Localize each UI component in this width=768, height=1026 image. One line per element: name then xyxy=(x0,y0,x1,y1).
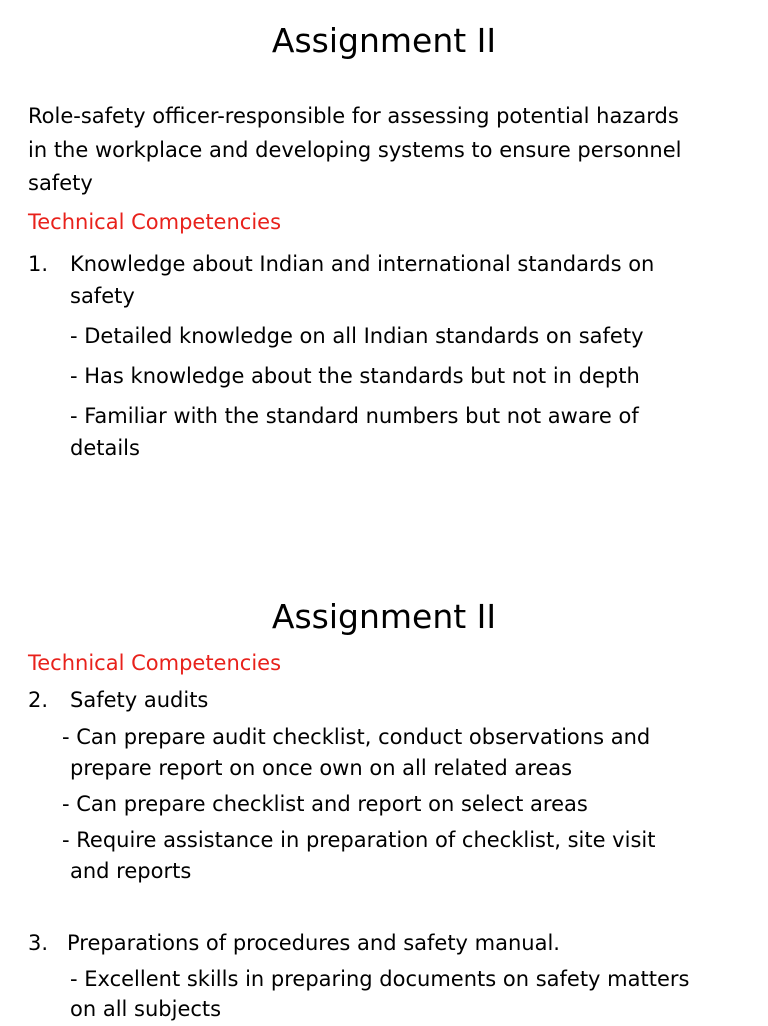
sub-item-line: - Excellent skills in preparing documents on safety matters xyxy=(70,967,690,991)
sub-item-line: and reports xyxy=(70,859,192,883)
role-line-2: in the workplace and developing systems to ensure personnel xyxy=(28,138,682,162)
item-number: 2. xyxy=(28,688,49,712)
slide-title: Assignment II xyxy=(271,597,497,636)
item-number: 3. xyxy=(28,931,49,955)
slide-2 xyxy=(0,572,768,1024)
sub-item-line: - Familiar with the standard numbers but not aware of xyxy=(70,404,639,428)
sub-item-line: prepare report on once own on all related areas xyxy=(70,756,573,780)
item-line: Safety audits xyxy=(70,688,209,712)
section-heading: Technical Competencies xyxy=(28,210,282,234)
sub-item-line: - Can prepare audit checklist, conduct observations and xyxy=(62,725,651,749)
sub-item-line: details xyxy=(70,436,140,460)
role-line-3: safety xyxy=(28,171,93,195)
item-line: Preparations of procedures and safety manual. xyxy=(67,931,560,955)
sub-item-line: - Require assistance in preparation of checklist, site visit xyxy=(62,828,656,852)
item-number: 1. xyxy=(28,252,49,276)
section-heading: Technical Competencies xyxy=(28,651,282,675)
sub-item-line: - Detailed knowledge on all Indian standards on safety xyxy=(70,324,644,348)
role-line-1: Role-safety officer-responsible for assessing potential hazards xyxy=(28,104,679,128)
sub-item-line: - Has knowledge about the standards but not in depth xyxy=(70,364,640,388)
slide-title: Assignment II xyxy=(271,21,497,60)
sub-item-line: on all subjects xyxy=(70,997,222,1021)
item-line: safety xyxy=(70,284,135,308)
item-line: Knowledge about Indian and international standards on xyxy=(70,252,655,276)
sub-item-line: - Can prepare checklist and report on select areas xyxy=(62,792,588,816)
